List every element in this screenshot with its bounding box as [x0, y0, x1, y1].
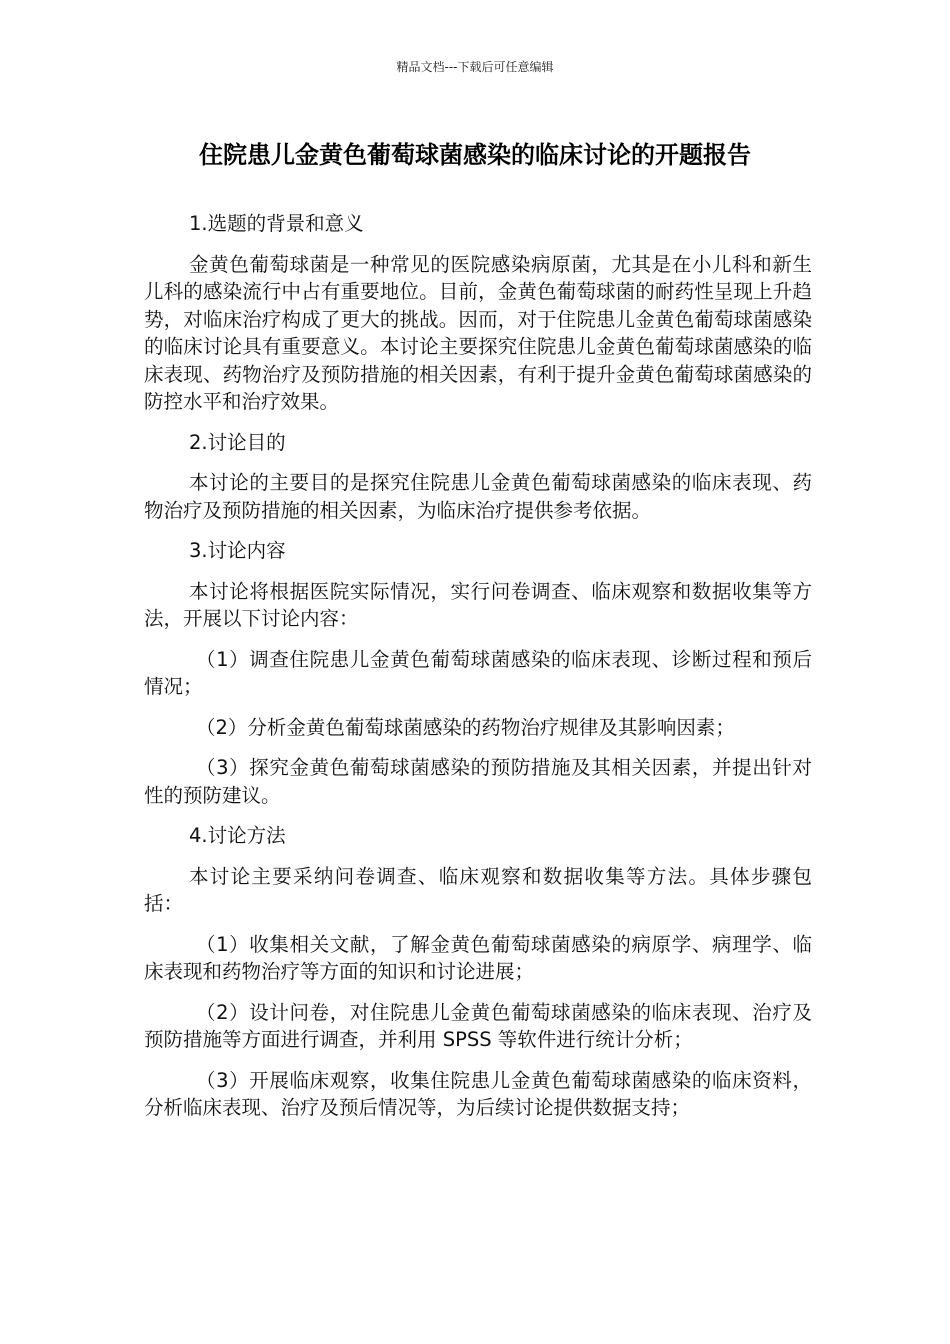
page-header-note: 精品文档---下载后可任意编辑: [396, 60, 554, 74]
section-methods: [144, 822, 812, 1122]
document-title: 住院患儿金黄色葡萄球菌感染的临床讨论的开题报告: [199, 141, 751, 169]
list-item: （2）设计问卷，对住院患儿金黄色葡萄球菌感染的临床表现、治疗及预防措施等方面进行调查，并利用 SPSS 等软件进行统计分析；: [144, 1000, 812, 1051]
section-content: [144, 537, 812, 809]
list-item: （3）开展临床观察，收集住院患儿金黄色葡萄球菌感染的临床资料，分析临床表现、治疗及预后情况等，为后续讨论提供数据支持；: [144, 1068, 812, 1119]
section-paragraph: 金黄色葡萄球菌是一种常见的医院感染病原菌，尤其是在小儿科和新生儿科的感染流行中占有重要地位。目前，金黄色葡萄球菌的耐药性呈现上升趋势，对临床治疗构成了更大的挑战。因而，对于住院患儿金黄色葡萄球菌感染的临床讨论具有重要意义。本讨论主要探究住院患儿金黄色葡萄球菌感染的临床表现、药物治疗及预防措施的相关因素，有利于提升金黄色葡萄球菌感染的防控水平和治疗效果。: [144, 252, 812, 413]
section-paragraph: 本讨论将根据医院实际情况，实行问卷调查、临床观察和数据收集等方法，开展以下讨论内容：: [144, 579, 812, 630]
section-heading: 3.讨论内容: [189, 539, 286, 562]
section-paragraph: 本讨论主要采纳问卷调查、临床观察和数据收集等方法。具体步骤包括：: [144, 864, 812, 915]
list-item: （1）调查住院患儿金黄色葡萄球菌感染的临床表现、诊断过程和预后情况；: [144, 647, 812, 698]
section-heading: 4.讨论方法: [189, 824, 286, 847]
section-background: [144, 210, 812, 416]
section-purpose: [144, 429, 812, 525]
list-item: （2）分析金黄色葡萄球菌感染的药物治疗规律及其影响因素；: [196, 715, 735, 739]
section-heading: 1.选题的背景和意义: [189, 212, 364, 235]
list-item: （1）收集相关文献，了解金黄色葡萄球菌感染的病原学、病理学、临床表现和药物治疗等方面的知识和讨论进展；: [144, 932, 812, 983]
section-paragraph: 本讨论的主要目的是探究住院患儿金黄色葡萄球菌感染的临床表现、药物治疗及预防措施的相关因素，为临床治疗提供参考依据。: [144, 471, 812, 522]
section-heading: 2.讨论目的: [189, 430, 286, 454]
list-item: （3）探究金黄色葡萄球菌感染的预防措施及其相关因素，并提出针对性的预防建议。: [144, 756, 812, 807]
document-body: [144, 210, 812, 1135]
